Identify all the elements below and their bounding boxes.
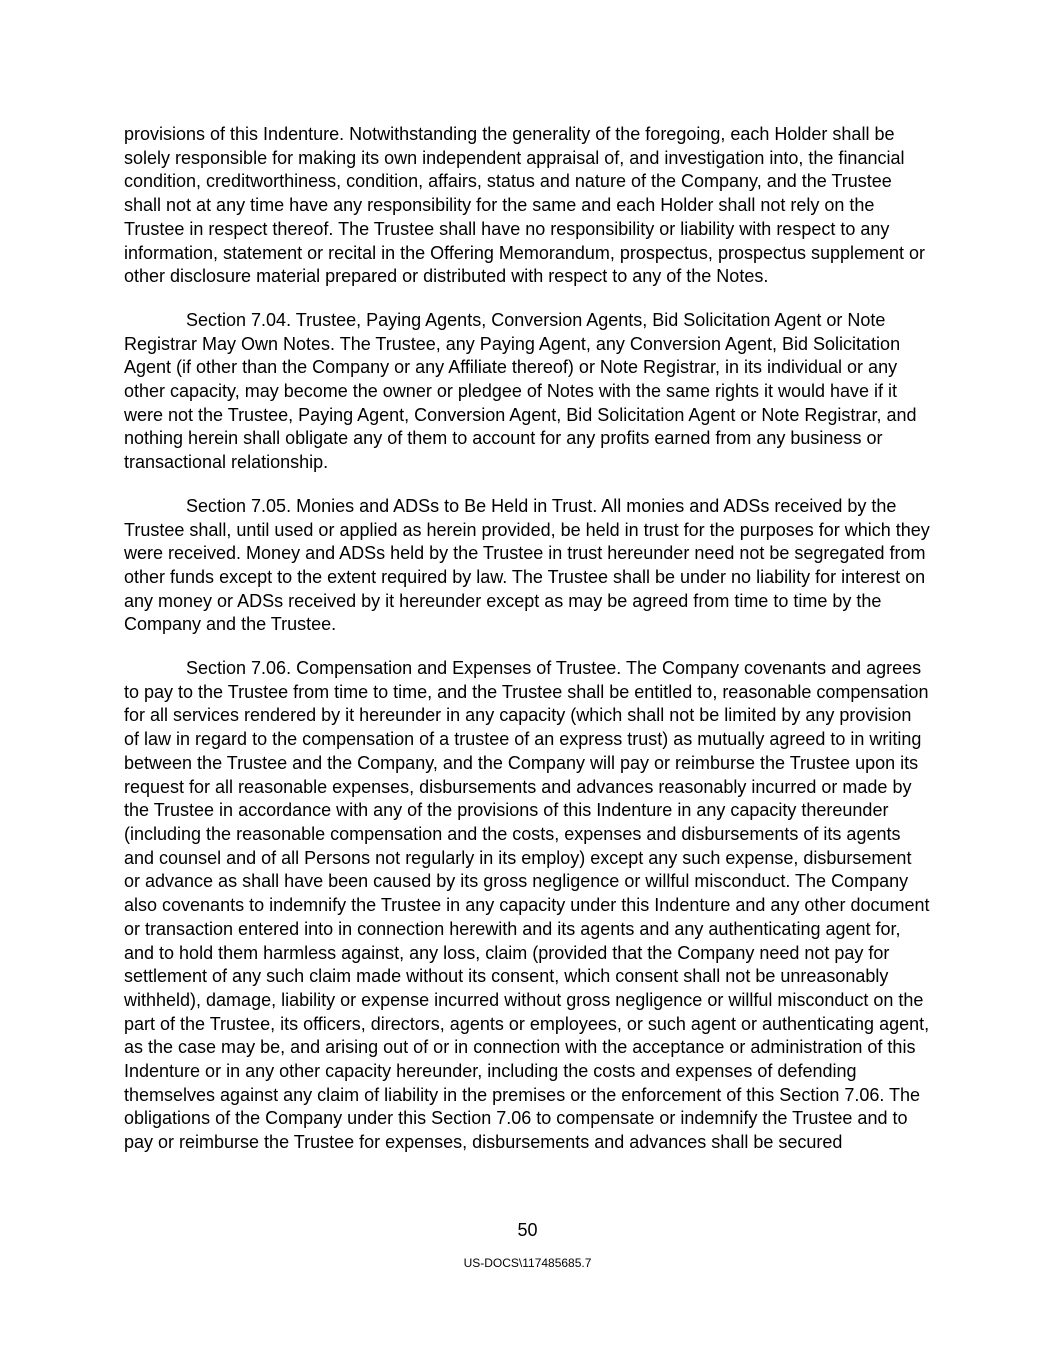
document-body — [124, 123, 931, 1175]
section-heading: Section 7.06. Compensation and Expenses of Trustee. — [186, 658, 622, 679]
section-7-04-paragraph — [124, 309, 931, 475]
document-id-footer: US-DOCS\117485685.7 — [463, 1256, 592, 1270]
paragraph-text: The Company covenants and agrees to pay to the Trustee from time to time, and the Trustee shall be entitled to, reasonable compensation for all services rendered by it hereunder in any capacity (which shall not be limited by any provision of law in regard to the compensation of a trustee of an express trust) as mutually agreed to in writing between the Trustee and the Company, and the Company will pay or reimburse the Trustee upon its request for all reasonable expenses, disbursements and advances reasonably incurred or made by the Trustee in accordance with any of the provisions of this Indenture in any capacity thereunder (including the reasonable compensation and the costs, expenses and disbursements of its agents and counsel and of all Persons not regularly in its employ) except any such expense, disbursement or advance as shall have been caused by its gross negligence or willful misconduct. The Company also covenants to indemnify the Trustee in any capacity under this Indenture and any other document or transaction entered into in connection herewith and its agents and any authenticating agent for, and to hold them harmless against, any loss, claim (provided that the Company need not pay for settlement of any such claim made without its consent, which consent shall not be unreasonably withheld), damage, liability or expense incurred without gross negligence or willful misconduct on the part of the Trustee, its officers, directors, agents or employees, or such agent or authenticating agent, as the case may be, and arising out of or in connection with the acceptance or administration of this Indenture or in any other capacity hereunder, including the costs and expenses of defending themselves against any claim of liability in the premises or the enforcement of this Section 7.06. The obligations of the Company under this Section 7.06 to compensate or indemnify the Trustee and to pay or reimburse the Trustee for expenses, disbursements and advances shall be secured — [124, 658, 930, 1153]
paragraph-continuation — [124, 123, 931, 289]
paragraph-text: provisions of this Indenture. Notwithstanding the generality of the foregoing, each Holder shall be solely responsible for making its own independent appraisal of, and investigation into, the financial condition, creditworthiness, condition, affairs, status and nature of the Company, and the Trustee shall not at any time have any responsibility for the same and each Holder shall not rely on the Trustee in respect thereof. The Trustee shall have no responsibility or liability with respect to any information, statement or recital in the Offering Memorandum, prospectus, prospectus supplement or other disclosure material prepared or distributed with respect to any of the Notes. — [124, 124, 926, 287]
section-7-05-paragraph — [124, 495, 931, 637]
section-heading: Section 7.04. Trustee, Paying Agents, Conversion Agents, Bid Solicitation Agent or Note Registrar May Own Notes. — [124, 309, 886, 354]
page-number: 50 — [517, 1220, 538, 1240]
section-heading: Section 7.05. Monies and ADSs to Be Held in Trust. — [186, 495, 598, 516]
paragraph-text: The Trustee, any Paying Agent, any Conversion Agent, Bid Solicitation Agent (if other than the Company or any Affiliate thereof) or Note Registrar, in its individual or any other capacity, may become the owner or pledgee of Notes with the same rights it would have if it were not the Trustee, Paying Agent, Conversion Agent, Bid Solicitation Agent or Note Registrar, and nothing herein shall obligate any of them to account for any profits earned from any business or transactional relationship. — [124, 333, 917, 473]
paragraph-text: All monies and ADSs received by the Trustee shall, until used or applied as herein provided, be held in trust for the purposes for which they were received. Money and ADSs held by the Trustee in trust hereunder need not be segregated from other funds except to the extent required by law. The Trustee shall be under no liability for interest on any money or ADSs received by it hereunder except as may be agreed from time to time by the Company and the Trustee. — [124, 495, 930, 635]
section-7-06-paragraph — [124, 657, 931, 1155]
